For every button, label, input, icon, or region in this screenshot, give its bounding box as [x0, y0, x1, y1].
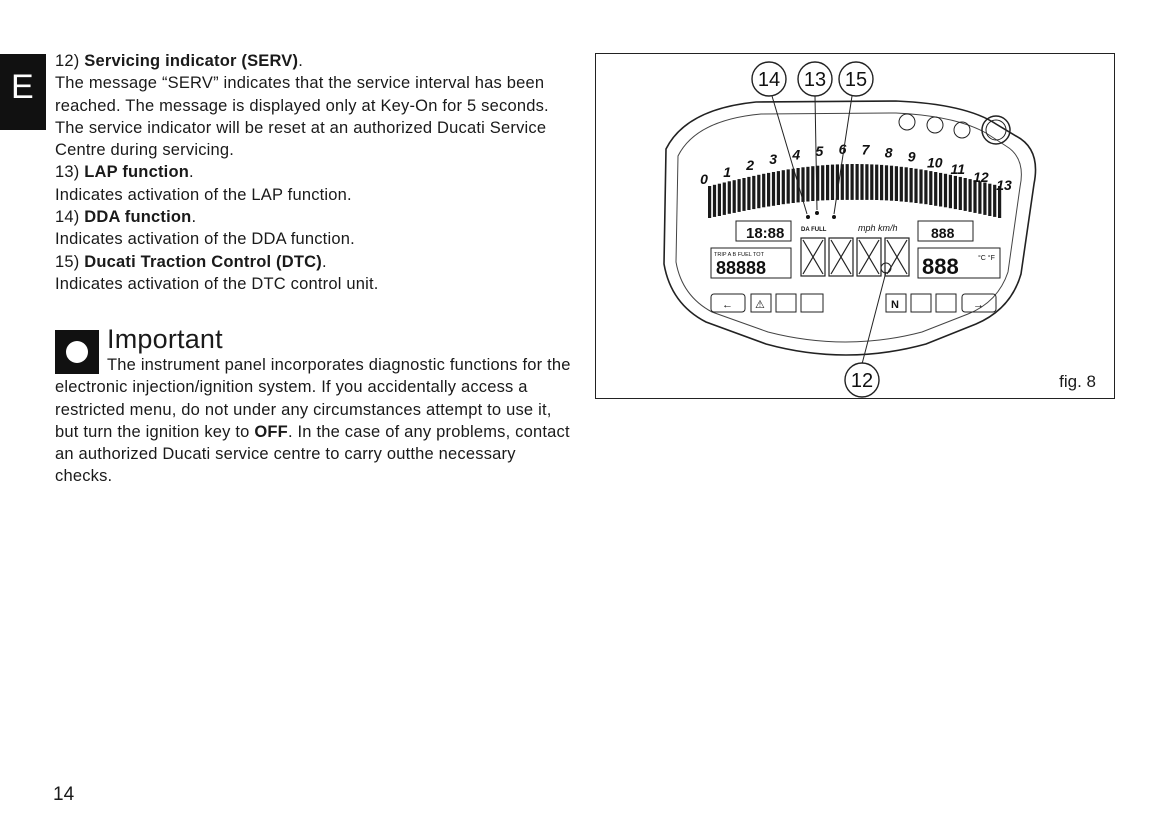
item-14: 14) DDA function. Indicates activation of the DDA function.: [55, 208, 355, 249]
tach-bar-segment: [983, 183, 986, 215]
right-arrow-icon: →: [973, 299, 984, 311]
item-body: Indicates activation of the DTC control unit.: [55, 274, 379, 293]
tach-bar-segment: [973, 180, 976, 213]
item-number: 14): [55, 208, 80, 227]
tach-number: 13: [996, 177, 1012, 193]
tach-bar-segment: [895, 166, 898, 201]
tach-bar-segment: [924, 170, 927, 204]
figure-label: fig. 8: [1059, 372, 1096, 391]
item-13: 13) LAP function. Indicates activation of the LAP function.: [55, 163, 352, 204]
small-right-display: 888: [931, 225, 955, 241]
tach-bar-segment: [811, 166, 814, 201]
tach-bar-segment: [900, 167, 903, 202]
tach-bar-segment: [718, 184, 721, 216]
tach-bar-segment: [806, 167, 809, 202]
speed-units: mph km/h: [858, 223, 898, 233]
tach-number: 2: [746, 157, 755, 174]
tach-bar-segment: [782, 170, 785, 204]
tach-number: 0: [700, 171, 708, 187]
figure-box: [595, 53, 1115, 399]
tach-bar-segment: [865, 164, 868, 200]
tach-bar-segment: [860, 164, 863, 200]
tach-bar-segment: [910, 168, 913, 202]
tach-number: 9: [907, 148, 916, 165]
tach-bar-segment: [733, 180, 736, 213]
tach-number: 6: [838, 141, 847, 158]
callout-15: 15: [844, 69, 868, 91]
tach-number: 3: [769, 151, 778, 168]
tach-number: 12: [973, 168, 989, 185]
tach-number: 4: [792, 146, 801, 163]
item-12: 12) Servicing indicator (SERV). The message “SERV” indicates that the service interval has been reached. The message is displayed only at Key-On for 5 seconds. The service indicator will be reset at an authorized Ducati Service Centre during servicing.: [55, 52, 549, 160]
tach-bar-segment: [708, 186, 711, 218]
tach-bar-segment: [856, 164, 859, 200]
speed-digits: [801, 238, 909, 276]
tach-bar-segment: [762, 174, 765, 208]
tach-bar-segment: [929, 171, 932, 205]
language-tab-label: E: [11, 68, 34, 106]
tach-bar-segment: [890, 166, 893, 201]
item-body: The message “SERV” indicates that the service interval has been reached. The message is displayed only at Key-On for 5 seconds. The service indicator will be reset at an authorized Ducati Service Centre during servicing.: [55, 74, 549, 160]
tach-bar-segment: [875, 165, 878, 200]
language-tab: [0, 54, 46, 130]
tach-bar-segment: [713, 185, 716, 217]
important-body-bold: OFF: [254, 422, 288, 441]
tach-number: 10: [927, 154, 943, 171]
tach-bar-segment: [792, 169, 795, 203]
tach-bar-segment: [988, 184, 991, 216]
item-number: 13): [55, 163, 80, 182]
tach-bar-segment: [964, 178, 967, 211]
tach-bar-segment: [747, 177, 750, 210]
warning-lights-row: [711, 294, 996, 312]
temp-display: 888: [922, 254, 959, 279]
tach-bar-segment: [880, 165, 883, 200]
tach-bar-segment: [738, 179, 741, 212]
tach-bar-segment: [846, 164, 849, 200]
item-number: 12): [55, 52, 80, 70]
tach-bar-segment: [752, 176, 755, 209]
instrument-panel-illustration: [596, 54, 1116, 400]
item-15: 15) Ducati Traction Control (DTC). Indicates activation of the DTC control unit.: [55, 252, 379, 293]
item-title: LAP function: [84, 163, 190, 182]
tach-bar-segment: [934, 172, 937, 206]
item-title: Ducati Traction Control (DTC): [84, 252, 322, 271]
odometer-display: 88888: [716, 258, 767, 278]
tach-bar-segment: [767, 173, 770, 207]
tach-bar-segment: [914, 169, 917, 203]
neutral-icon: N: [891, 299, 899, 311]
item-number: 15): [55, 252, 80, 271]
warning-icon: ⚠: [755, 299, 765, 311]
clock-display: 18:88: [746, 225, 785, 242]
tach-bar-segment: [723, 183, 726, 215]
callout-13: 13: [803, 69, 827, 91]
important-title: Important: [107, 324, 223, 354]
tach-bar-segment: [826, 165, 829, 200]
items-list: [55, 50, 575, 295]
tach-number: 11: [950, 161, 966, 178]
tach-bar-segment: [905, 167, 908, 202]
tach-bar-segment: [777, 171, 780, 205]
tach-bar-segment: [831, 165, 834, 200]
tach-bar-segment: [787, 169, 790, 203]
left-arrow-icon: ←: [722, 299, 733, 311]
tach-bar-segment: [757, 175, 760, 208]
tach-number: 5: [815, 142, 824, 159]
tach-bar-segment: [954, 176, 957, 209]
tach-bar-segment: [919, 169, 922, 203]
tach-number: 8: [884, 144, 893, 161]
tach-number: 7: [861, 141, 870, 158]
tach-bar-segment: [978, 181, 981, 214]
trip-labels: TRIP A B FUEL TOT: [714, 252, 764, 258]
important-body: [55, 354, 575, 488]
callout-12: 12: [850, 370, 874, 392]
tach-bar-segment: [949, 175, 952, 208]
dda-full-label: DA FULL: [801, 227, 827, 233]
tach-bar-segment: [772, 172, 775, 206]
tach-bar-segment: [821, 165, 824, 200]
page-number: 14: [53, 784, 75, 805]
tach-bar-segment: [939, 173, 942, 207]
item-body: Indicates activation of the LAP function.: [55, 185, 352, 204]
tach-bar-segment: [728, 181, 731, 214]
tach-number: 1: [723, 163, 731, 180]
temp-units: °C °F: [978, 255, 995, 262]
tach-bar-segment: [885, 165, 888, 200]
important-body-text-end: . In the case of any problems, contact an authorized Ducati service centre to carry outthe necessary checks.: [55, 422, 570, 486]
tach-bar-segment: [742, 178, 745, 211]
tach-bar-segment: [851, 164, 854, 200]
tach-bar-segment: [969, 179, 972, 212]
item-title: DDA function: [84, 208, 192, 227]
tach-bar-segment: [959, 177, 962, 210]
important-body-text: The instrument panel incorporates diagnostic functions for the electronic injection/ignition system. If you accidentally access a restricted menu, do not under any circumstances attempt to use it, but turn the ignition key to: [55, 356, 571, 441]
tach-bar-segment: [870, 164, 873, 200]
callout-14: 14: [757, 69, 781, 91]
tach-bar-segment: [944, 174, 947, 208]
item-body: Indicates activation of the DDA function.: [55, 230, 355, 249]
item-title: Servicing indicator (SERV): [84, 52, 299, 70]
